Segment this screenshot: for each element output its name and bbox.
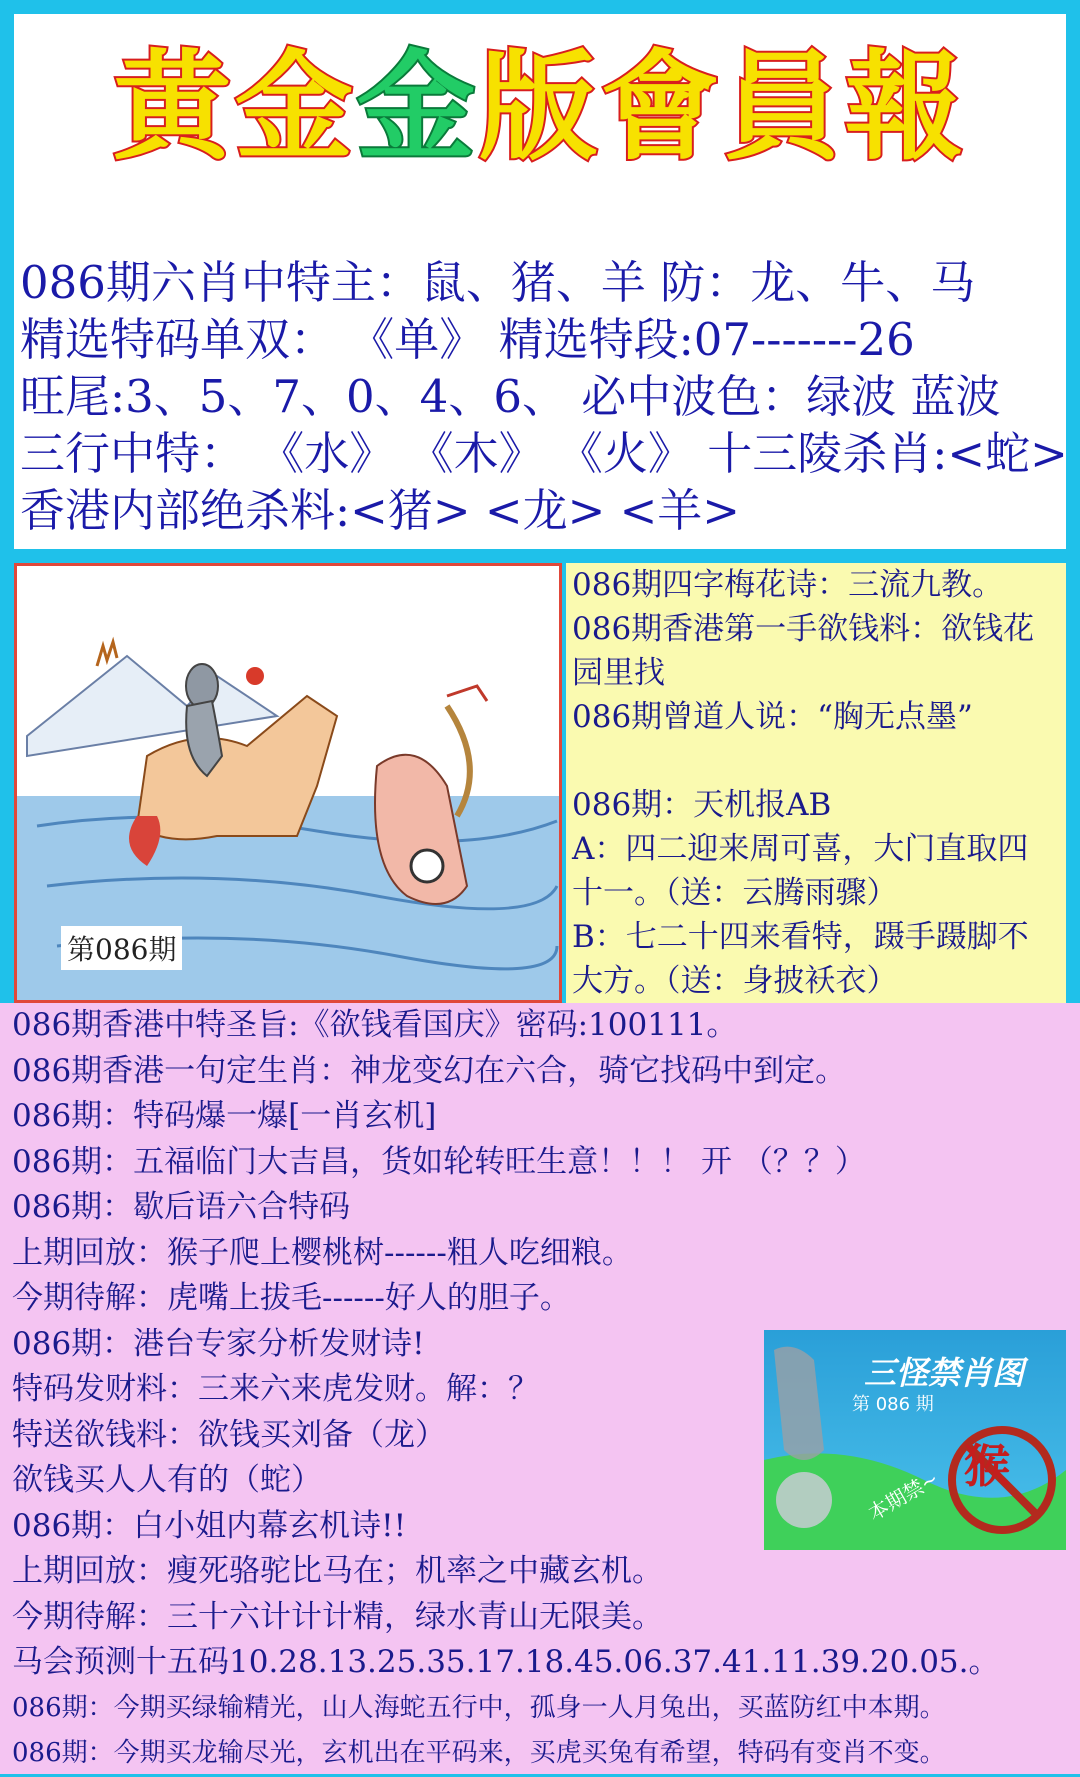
poem-line: 086期香港第一手欲钱料：欲钱花 [572,611,1035,647]
poem-line: 大方。（送：身披袄衣） [572,963,898,999]
issue-label: 第086期 [61,926,182,970]
text-line: 086期：五福临门大吉昌，货如轮转旺生意！！！ 开 （？？） [12,1143,866,1180]
text-line: 上期回放：猴子爬上樱桃树------粗人吃细粮。 [12,1234,633,1271]
text-line: 欲钱买人人有的（蛇） [12,1462,322,1498]
poem-line: 园里找 [572,655,665,691]
forbidden-zodiac-image [764,1330,1066,1550]
forbidden-ban-text: 本期禁~ [863,1466,943,1526]
masthead-char: 員 [723,38,846,176]
text-line: 086期香港一句定生肖：神龙变幻在六合，骑它找码中到定。 [12,1052,847,1089]
text-line: 086期香港中特圣旨:《欲钱看国庆》密码:100111。 [12,1007,738,1043]
masthead-char: 會 [601,38,724,176]
text-line: 086期：今期买绿输精光，山人海蛇五行中，孤身一人月兔出，买蓝防红中本期。 [12,1692,946,1723]
text-line: 086期：歇后语六合特码 [12,1189,351,1225]
masthead-char: 金 [234,38,357,176]
prediction-line: 086期六肖中特主：鼠、猪、羊 防：龙、牛、马 [20,256,976,309]
prediction-line: 精选特码单双： 《单》 精选特段:07-------26 [20,313,915,366]
poem-panel [566,563,1066,1003]
poem-line: 十一。（送：云腾雨骤） [572,875,898,911]
text-line: 今期待解：虎嘴上拔毛------好人的胆子。 [12,1280,571,1316]
text-line: 特送欲钱料：欲钱买刘备（龙） [12,1416,446,1453]
masthead-char: 金 [356,38,479,176]
forbidden-period: 第 086 期 [852,1394,934,1415]
poem-line: 086期：天机报AB [572,787,832,823]
masthead-title [14,32,1066,182]
text-line: 马会预测十五码10.28.13.25.35.17.18.45.06.37.41.11.39.20.05.。 [12,1644,1000,1680]
text-line: 086期：港台专家分析发财诗! [12,1325,425,1362]
masthead-char: 報 [845,38,968,176]
text-line: 上期回放：瘦死骆驼比马在；机率之中藏玄机。 [12,1553,663,1589]
prediction-line: 香港内部绝杀料:<猪> <龙> <羊> [20,484,741,537]
top-prediction-list [20,254,1068,539]
forbidden-zodiac-char: 猴 [964,1439,1010,1493]
cartoon-panel [14,563,562,1003]
text-line: 今期待解：三十六计计计精，绿水青山无限美。 [12,1598,663,1635]
prediction-line: 旺尾:3、5、7、0、4、6、 必中波色：绿波 蓝波 [20,370,1001,423]
poem-line [566,739,1066,783]
prediction-line: 三行中特： 《水》 《木》 《火》 十三陵杀肖:<蛇> [20,427,1068,480]
poem-line: 086期四字梅花诗：三流九教。 [572,567,1004,603]
poem-line: 086期曾道人说：“胸无点墨” [572,699,973,735]
text-line: 086期：特码爆一爆[一肖玄机] [12,1098,437,1134]
text-line: 086期：白小姐内幕玄机诗!! [12,1507,407,1544]
poem-line: B：七二十四来看特，蹑手蹑脚不 [572,919,1029,955]
text-line: 特码发财料：三来六来虎发财。解：？ [12,1371,539,1407]
masthead-char: 黄 [112,38,235,176]
text-line: 086期：今期买龙输尽光，玄机出在平码来，买虎买兔有希望，特码有变肖不变。 [12,1738,946,1768]
poem-line: A：四二迎来周可喜，大门直取四 [572,831,1029,867]
forbidden-title: 三怪禁肖图 [864,1354,1025,1392]
masthead-panel [14,14,1066,549]
masthead-char: 版 [478,38,601,176]
